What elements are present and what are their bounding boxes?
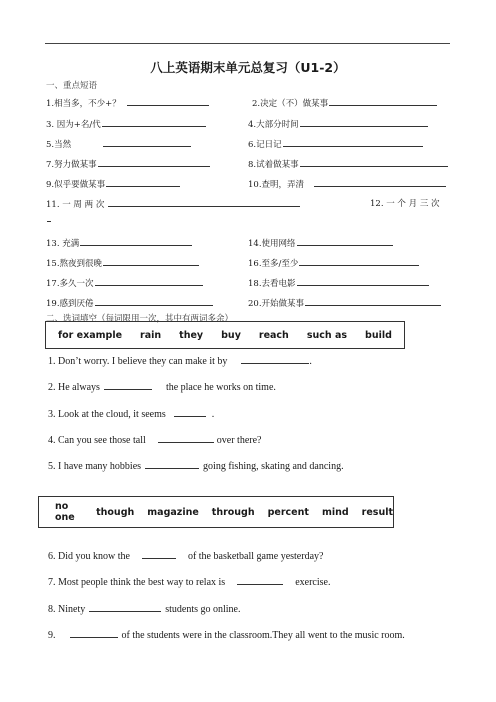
answer-blank[interactable] [158, 432, 214, 443]
word-bank-word: percent [267, 506, 309, 518]
phrase-item: 17.多久一次 [46, 276, 203, 289]
answer-blank[interactable] [89, 601, 161, 612]
answer-blank[interactable] [241, 353, 309, 364]
question-3: 3. Look at the cloud, it seems . [48, 406, 214, 420]
phrase-item: 12. 一 个 月 三 次 [370, 199, 440, 209]
phrase-item: 14.使用网络 [248, 236, 393, 249]
section-heading-fill-in: 二、选词填空（每词限用一次，其中有两词多余） [46, 314, 234, 324]
question-8: 8. Ninety students go online. [48, 601, 241, 615]
phrase-item: 18.去看电影 [248, 276, 429, 289]
question-9: 9. of the students were in the classroom.They all went to the music room. [48, 627, 405, 641]
word-bank-word: no one [55, 501, 75, 523]
question-6: 6. Did you know the of the basketball game yesterday? [48, 548, 323, 562]
phrase-item: 10.查明，弄清 [248, 177, 446, 190]
phrase-item: 4.大部分时间 [248, 117, 428, 130]
answer-blank[interactable] [237, 574, 283, 585]
phrase-item: 20.开始做某事 [248, 296, 441, 309]
answer-blank[interactable] [174, 406, 206, 417]
phrase-item-overflow-blank [46, 212, 51, 225]
phrase-item: 16.至多/至少 [248, 256, 419, 269]
word-bank-1 [45, 321, 405, 349]
phrase-item: 5.当然 [46, 137, 191, 150]
phrase-item: 1.相当多，不少+？ [46, 96, 209, 109]
word-bank-word: rain [140, 329, 162, 341]
page-title: 八上英语期末单元总复习（U1-2） [150, 60, 346, 75]
phrase-item: 13. 充满 [46, 236, 192, 249]
question-5: 5. I have many hobbies going fishing, skating and dancing. [48, 458, 344, 472]
word-bank-word: for example [58, 329, 123, 341]
phrase-item: 6.记日记 [248, 137, 423, 150]
word-bank-word: they [179, 329, 204, 341]
word-bank-word: reach [258, 329, 289, 341]
answer-blank[interactable] [104, 379, 152, 390]
top-rule [45, 43, 450, 44]
phrase-item: 9.似乎要做某事 [46, 177, 180, 190]
phrase-item: 2.决定（不）做某事 [252, 96, 437, 109]
word-bank-word: through [211, 506, 255, 518]
word-bank-word: build [365, 329, 392, 341]
word-bank-word: such as [306, 329, 348, 341]
answer-blank[interactable] [145, 458, 199, 469]
phrase-item: 3. 因为+名/代 [46, 117, 206, 130]
section-heading-phrases: 一、重点短语 [46, 81, 98, 91]
question-7: 7. Most people think the best way to relax is exercise. [48, 574, 330, 588]
question-4: 4. Can you see those tall over there? [48, 432, 261, 446]
phrase-item: 11. 一 周 两 次 [46, 197, 300, 210]
word-bank-word: buy [221, 329, 241, 341]
question-1: 1. Don’t worry. I believe they can make it by . [48, 353, 312, 367]
phrase-item: 19.感到厌倦 [46, 296, 213, 309]
question-2: 2. He always the place he works on time. [48, 379, 276, 393]
phrase-item: 7.努力做某事 [46, 157, 210, 170]
answer-blank[interactable] [70, 627, 118, 638]
word-bank-word: magazine [147, 506, 199, 518]
word-bank-word: though [96, 506, 135, 518]
word-bank-2 [38, 496, 394, 528]
word-bank-word: mind [321, 506, 349, 518]
answer-blank[interactable] [142, 548, 176, 559]
word-bank-word: result [361, 506, 393, 518]
phrase-item: 8.试着做某事 [248, 157, 448, 170]
phrase-item: 15.熬夜到很晚 [46, 256, 199, 269]
